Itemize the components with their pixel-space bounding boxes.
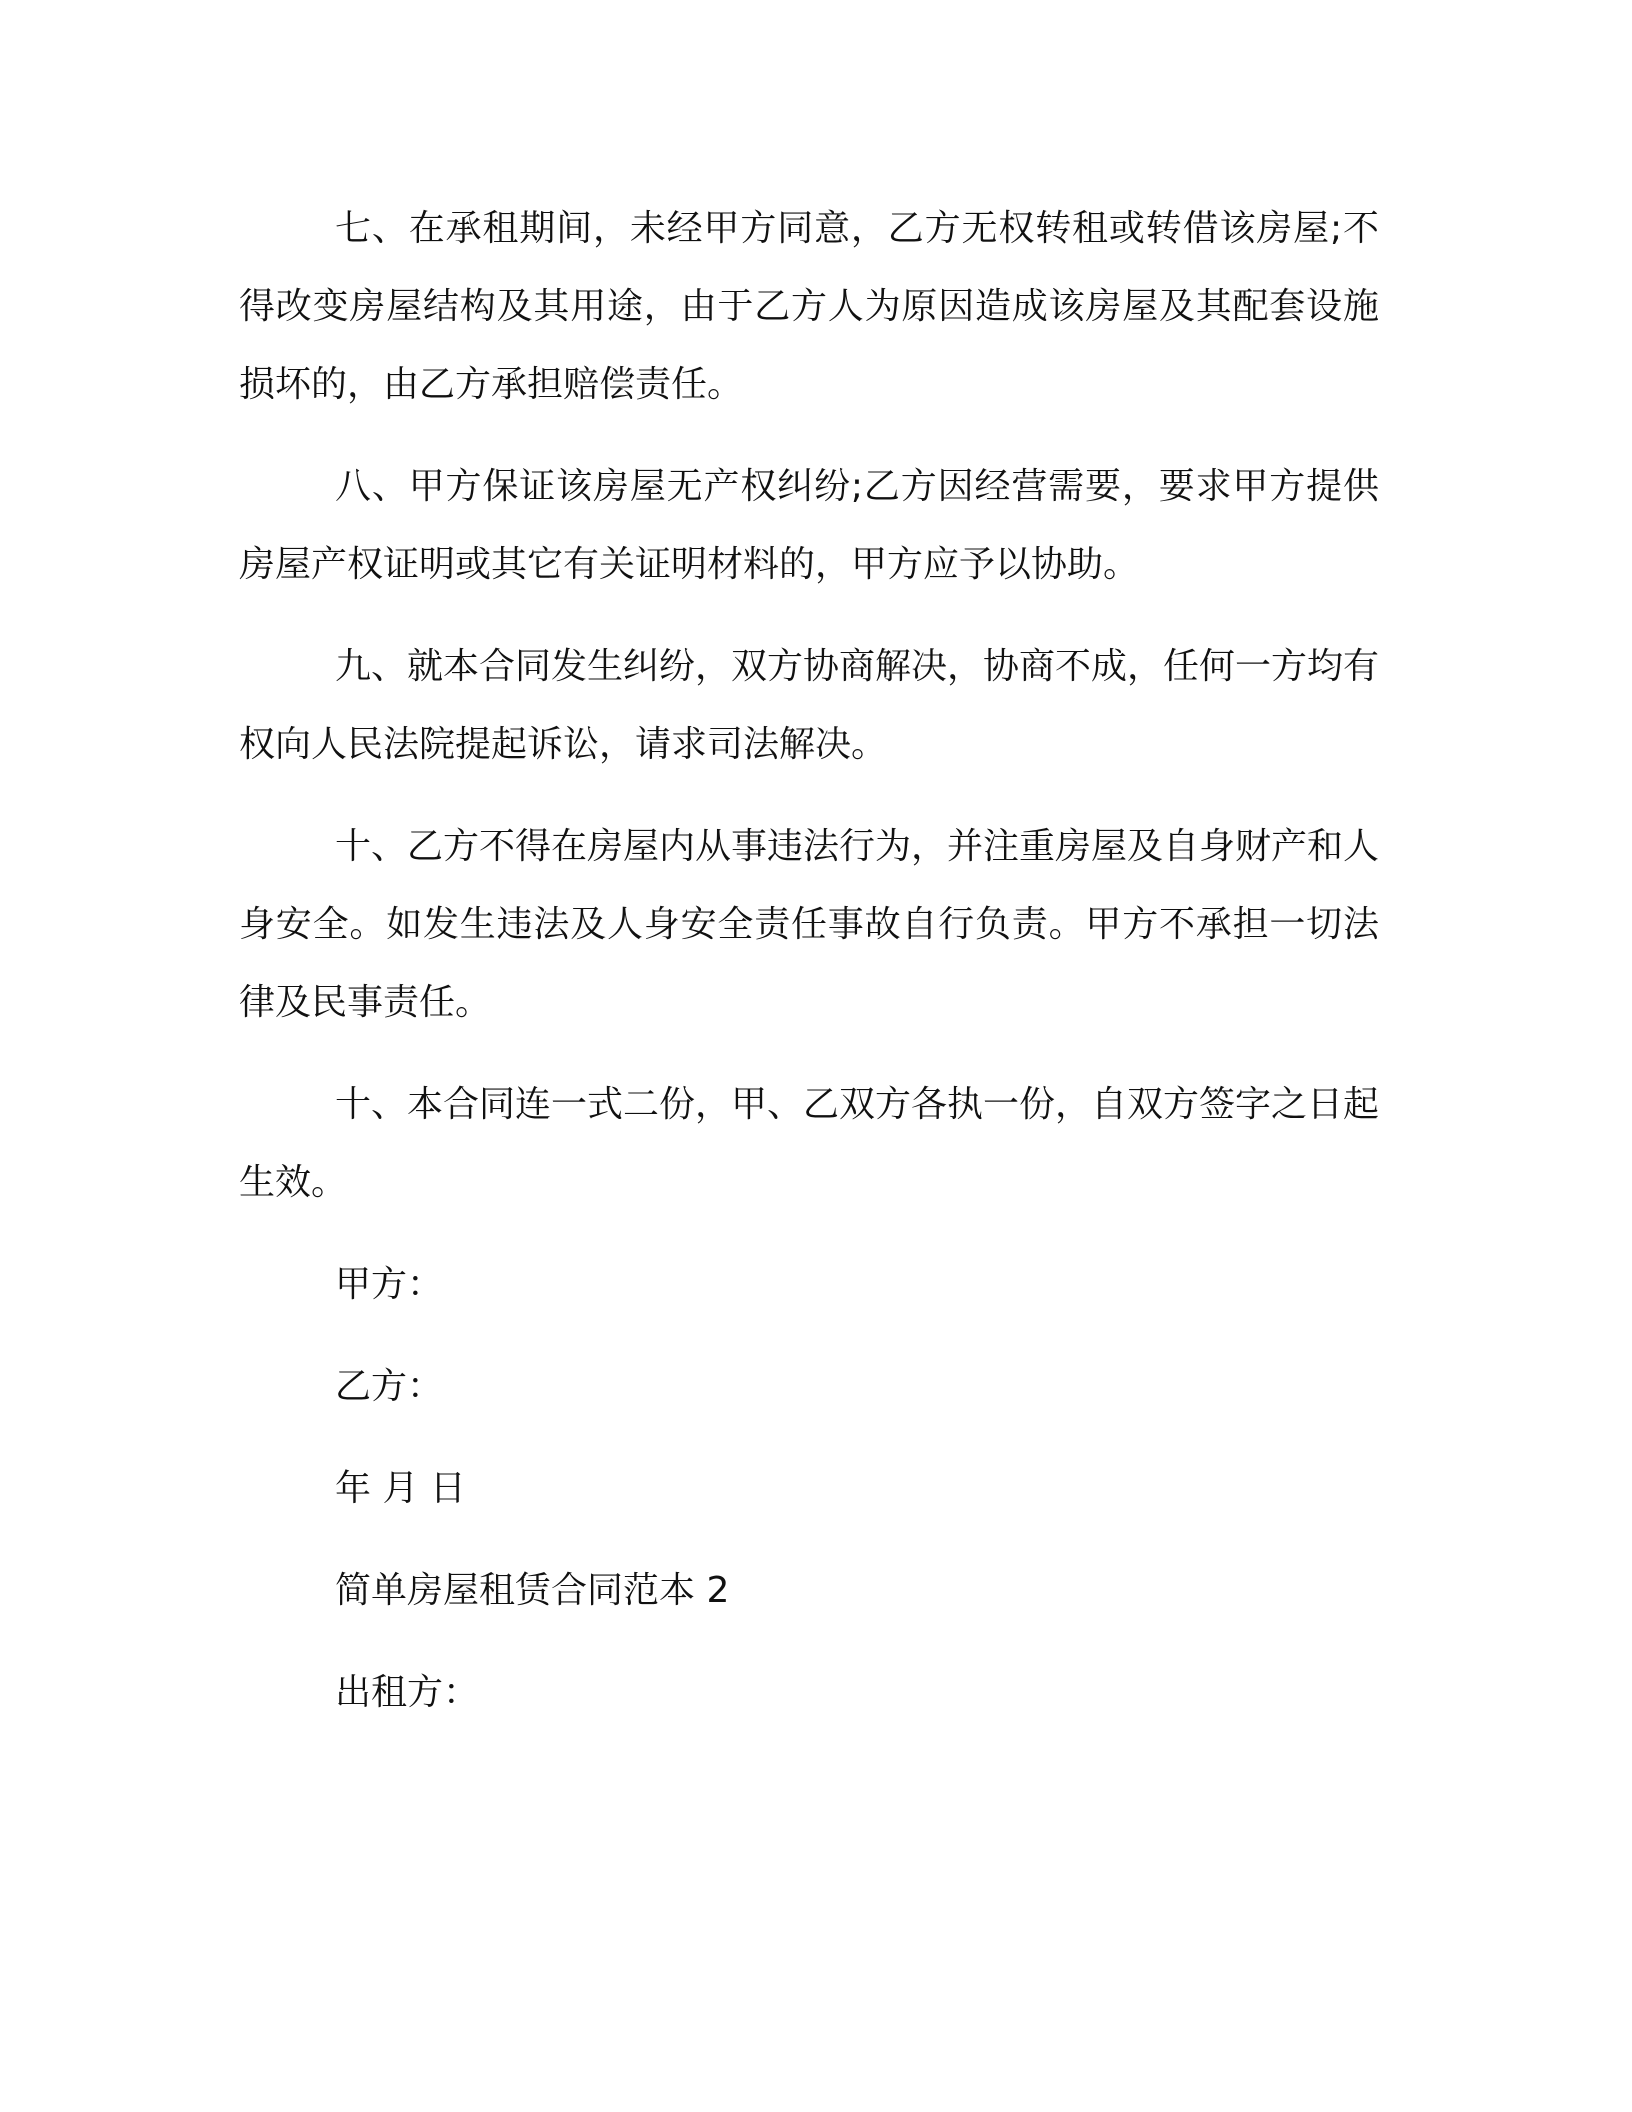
- lessor-label: 出租方：: [335, 1672, 480, 1713]
- clause-7: 七、在承租期间，未经甲方同意，乙方无权转租或转借该房屋;不得改变房屋结构及其用途，由于乙方人为原因造成该房屋及其配套设施损坏的，由乙方承担赔偿责任。: [239, 208, 1379, 405]
- party-a-label: 甲方：: [335, 1264, 444, 1305]
- clause-8: 八、甲方保证该房屋无产权纠纷;乙方因经营需要，要求甲方提供房屋产权证明或其它有关证明材料的，甲方应予以协助。: [239, 466, 1379, 585]
- clause-11: 十、本合同连一式二份，甲、乙双方各执一份，自双方签字之日起生效。: [239, 1084, 1380, 1203]
- document-body: [239, 190, 1379, 1756]
- date-line: 年 月 日: [335, 1468, 466, 1509]
- clause-9: 九、就本合同发生纠纷，双方协商解决，协商不成，任何一方均有权向人民法院提起诉讼，请求司法解决。: [239, 646, 1380, 765]
- section-title: 简单房屋租赁合同范本 2: [335, 1570, 730, 1611]
- clause-10: 十、乙方不得在房屋内从事违法行为，并注重房屋及自身财产和人身安全。如发生违法及人身安全责任事故自行负责。甲方不承担一切法律及民事责任。: [239, 826, 1380, 1023]
- party-b-label: 乙方：: [335, 1366, 444, 1407]
